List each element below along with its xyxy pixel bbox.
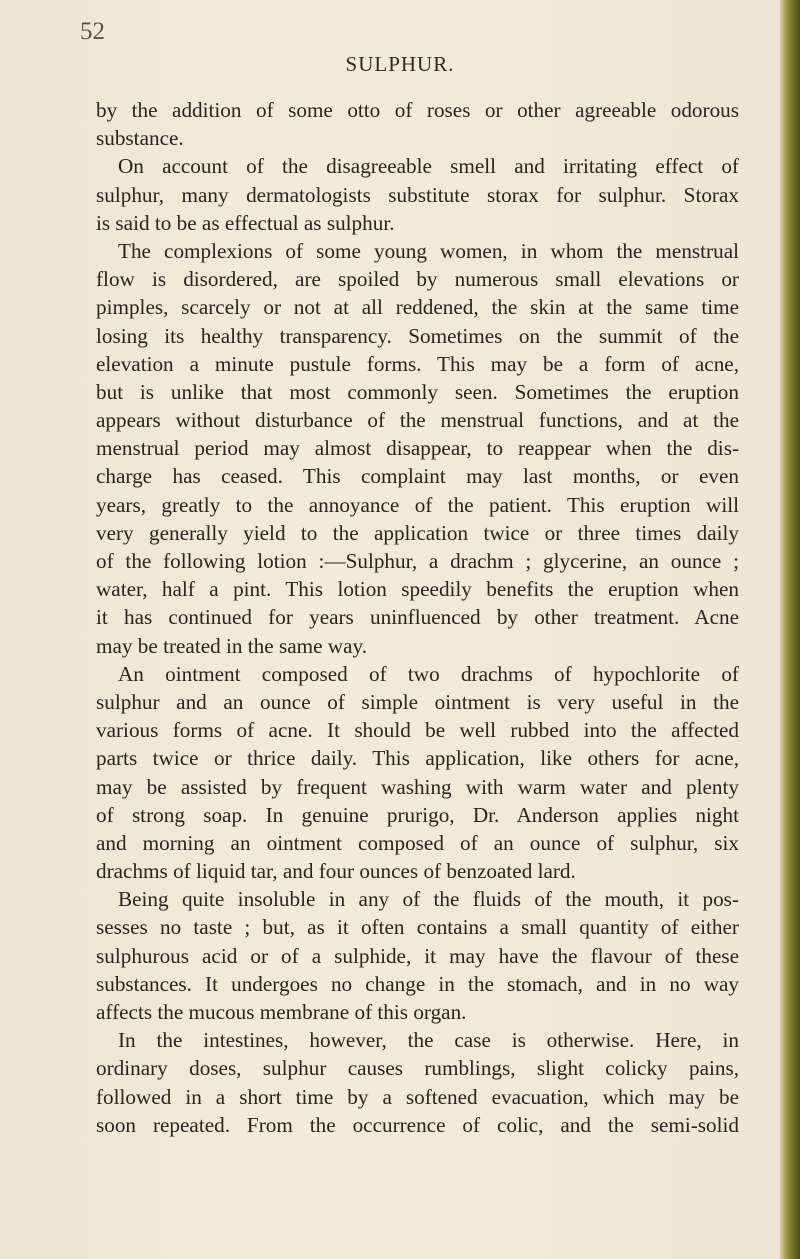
text-line: losing its healthy transparency. Sometimes on the summit of the xyxy=(96,323,739,348)
text-line: may be treated in the same way. xyxy=(96,633,368,658)
text-line: menstrual period may almost disappear, to reappear when the dis- xyxy=(96,436,739,461)
text-line: An ointment composed of two drachms of hypochlorite of xyxy=(118,661,739,686)
text-line: of strong soap. In genuine prurigo, Dr. Anderson applies night xyxy=(96,802,739,827)
text-line: The complexions of some young women, in whom the menstrual xyxy=(118,238,739,263)
text-line: pimples, scarcely or not at all reddened, the skin at the same time xyxy=(96,295,739,320)
text-line: charge has ceased. This complaint may last months, or even xyxy=(96,464,739,489)
text-line: water, half a pint. This lotion speedily benefits the eruption when xyxy=(96,577,739,602)
text-line: substance. xyxy=(96,126,184,151)
text-line: followed in a short time by a softened evacuation, which may be xyxy=(96,1084,739,1109)
text-line: by the addition of some otto of roses or other agreeable odorous xyxy=(96,98,739,122)
text-line: various forms of acne. It should be well rubbed into the affected xyxy=(96,718,739,743)
text-line: affects the mucous membrane of this organ. xyxy=(96,1000,467,1024)
running-head: SULPHUR. xyxy=(345,52,455,76)
text-line: it has continued for years uninfluenced by other treatment. Acne xyxy=(96,605,739,630)
text-line: drachms of liquid tar, and four ounces of benzoated lard. xyxy=(96,859,576,884)
text-line: but is unlike that most commonly seen. Sometimes the eruption xyxy=(96,379,739,404)
page-binding-edge xyxy=(780,0,800,1259)
text-line: appears without disturbance of the menstrual functions, and at the xyxy=(96,408,739,433)
text-line: In the intestines, however, the case is otherwise. Here, in xyxy=(118,1028,739,1053)
text-line: ordinary doses, sulphur causes rumblings, slight colicky pains, xyxy=(96,1056,739,1081)
text-line: soon repeated. From the occurrence of colic, and the semi-solid xyxy=(96,1112,739,1137)
text-line: flow is disordered, are spoiled by numerous small elevations or xyxy=(96,267,739,292)
text-line: substances. It undergoes no change in the stomach, and in no way xyxy=(96,971,739,996)
text-line: sesses no taste ; but, as it often contains a small quantity of either xyxy=(96,915,739,940)
body-text xyxy=(96,96,739,1139)
text-line: and morning an ointment composed of an ounce of sulphur, six xyxy=(96,830,739,855)
text-line: elevation a minute pustule forms. This may be a form of acne, xyxy=(96,351,739,376)
text-line: sulphurous acid or of a sulphide, it may have the flavour of these xyxy=(96,943,739,968)
text-line: of the following lotion :—Sulphur, a drachm ; glycerine, an ounce ; xyxy=(96,549,739,573)
text-line: very generally yield to the application twice or three times daily xyxy=(96,520,739,545)
page-number: 52 xyxy=(80,18,105,45)
text-line: parts twice or thrice daily. This application, like others for acne, xyxy=(96,746,739,771)
text-line: On account of the disagreeable smell and irritating effect of xyxy=(118,154,739,179)
text-line: years, greatly to the annoyance of the patient. This eruption will xyxy=(96,492,739,517)
text-line: is said to be as effectual as sulphur. xyxy=(96,210,395,235)
text-line: may be assisted by frequent washing with warm water and plenty xyxy=(96,774,739,799)
text-line: sulphur and an ounce of simple ointment is very useful in the xyxy=(96,689,739,714)
text-line: sulphur, many dermatologists substitute storax for sulphur. Storax xyxy=(96,182,739,207)
text-line: Being quite insoluble in any of the fluids of the mouth, it pos- xyxy=(118,887,739,912)
